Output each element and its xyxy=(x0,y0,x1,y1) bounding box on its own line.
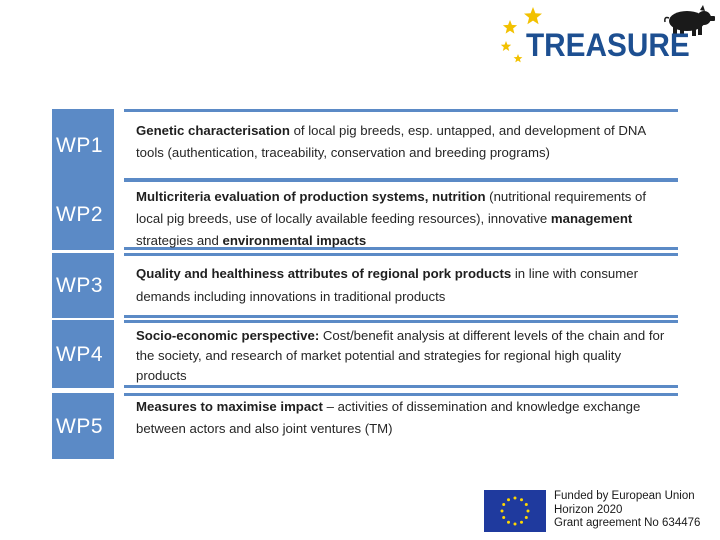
wp-label: WP1 xyxy=(52,109,114,181)
wp-emphasis-text: Socio-economic perspective: xyxy=(136,328,320,343)
wp-description xyxy=(124,253,678,318)
funding-text xyxy=(554,490,700,531)
eu-star-icon xyxy=(514,497,517,500)
wp-body-text: of local pig breeds, esp. untapped, and development of DNA tools (authentication, traceability, conservation and breeding programs) xyxy=(136,123,646,160)
wp-label: WP4 xyxy=(52,320,114,388)
funding-line-2: Horizon 2020 xyxy=(554,503,623,516)
wp-row-3 xyxy=(52,253,678,318)
eu-star-icon xyxy=(502,503,505,506)
eu-star-icon xyxy=(520,521,523,524)
wp-body-text: (nutritional requirements of local pig breeds, use of locally available feeding resources), innovative xyxy=(136,189,647,226)
eu-flag-icon xyxy=(484,490,546,532)
funding-line-1: Funded by European Union xyxy=(554,490,695,502)
wp-emphasis-text: Quality and healthiness attributes of regional pork products xyxy=(136,266,512,281)
wp-row-1 xyxy=(52,109,678,181)
eu-star-icon xyxy=(502,516,505,519)
eu-star-icon xyxy=(527,510,530,513)
logo-wordmark: TREASURE xyxy=(526,27,690,63)
eu-star-icon xyxy=(514,523,517,526)
treasure-logo xyxy=(496,5,718,67)
wp-row-4 xyxy=(52,320,678,388)
wp-description xyxy=(124,320,678,388)
wp-label: WP2 xyxy=(52,179,114,250)
wp-emphasis-text: environmental impacts xyxy=(222,233,367,248)
wp-row-5 xyxy=(52,393,678,459)
eu-star-icon xyxy=(525,516,528,519)
wp-description xyxy=(124,179,678,250)
eu-stars-icon xyxy=(484,490,546,532)
wp-label: WP3 xyxy=(52,253,114,318)
wp-body-text: – activities of dissemination and knowledge exchange between actors and also joint ventures (TM) xyxy=(136,399,641,436)
wp-description xyxy=(124,393,678,459)
wp-emphasis-text: Genetic characterisation xyxy=(136,123,290,138)
wp-body-text: Cost/benefit analysis at different levels of the chain and for the society, and research of market potential and strategies for regional high quality products xyxy=(136,328,665,383)
wp-row-2 xyxy=(52,179,678,250)
wp-body-text: in line with consumer demands including innovations in traditional products xyxy=(136,266,638,304)
eu-star-icon xyxy=(507,498,510,501)
wp-label: WP5 xyxy=(52,393,114,459)
eu-funding-block xyxy=(484,490,716,534)
eu-star-icon xyxy=(501,510,504,513)
funding-line-3: Grant agreement No 634476 xyxy=(554,517,701,529)
eu-star-icon xyxy=(507,521,510,524)
wp-description xyxy=(124,109,678,181)
eu-star-icon xyxy=(525,503,528,506)
wp-emphasis-text: Multicriteria evaluation of production systems, nutrition xyxy=(136,189,486,204)
wp-body-text: strategies and xyxy=(136,233,223,248)
wp-emphasis-text: Measures to maximise impact xyxy=(136,399,323,414)
wp-emphasis-text: management xyxy=(550,211,633,226)
eu-star-icon xyxy=(520,498,523,501)
